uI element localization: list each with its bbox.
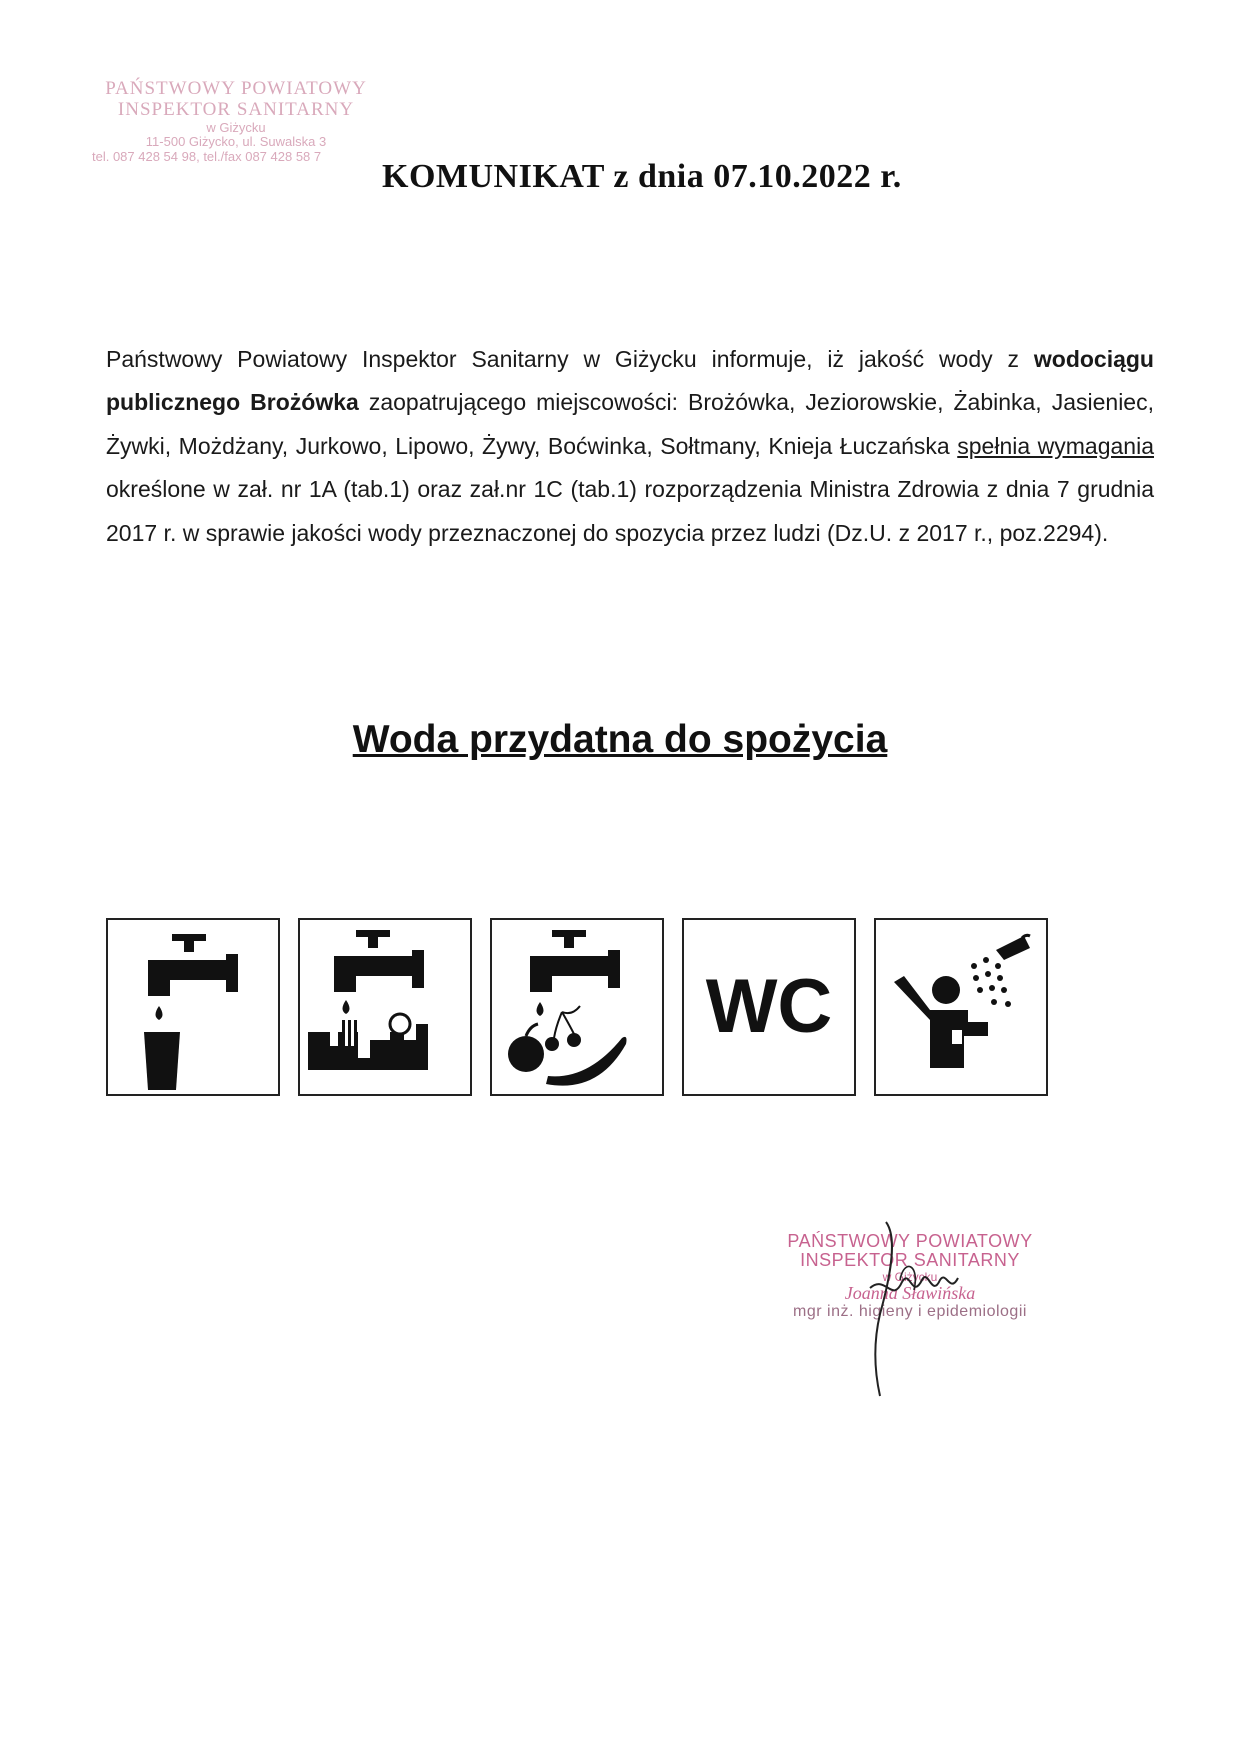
body-text-segment: Państwowy Powiatowy Inspektor Sanitarny w Giżycku informuje, iż jakość wody z [106,346,1034,372]
document-title: KOMUNIKAT z dnia 07.10.2022 r. [382,158,902,195]
stamp-line: w Giżycku [206,119,266,135]
wc-icon [682,918,856,1096]
stamp-signatory-name: Joanna Sławińska [844,1282,976,1303]
stamp-signatory-title: mgr inż. higieny i epidemiologii [793,1303,1027,1321]
tap-drinking-glass-graphic [108,920,278,1094]
shower-person-graphic [876,920,1046,1094]
stamp-line: 11-500 Giżycko, ul. Suwalska 3 [145,134,327,150]
stamp-line: PAŃSTWOWY POWIATOWY [105,78,367,99]
stamp-line: INSPEKTOR SANITARNY [800,1250,1020,1271]
tap-dishwashing-graphic [300,920,470,1094]
tap-washing-fruit-graphic [492,920,662,1094]
tap-drinking-glass-icon [106,918,280,1096]
tap-dishwashing-icon [298,918,472,1096]
handwritten-signature [840,1218,1020,1398]
compliance-phrase: spełnia wymagania [957,432,1154,459]
water-usage-icons [106,918,1056,1098]
water-status-headline: Woda przydatna do spożycia [352,718,888,761]
stamp-line: tel. 087 428 54 98, tel./fax 087 428 58 7 [92,148,322,164]
office-stamp-top [86,78,386,164]
body-text-segment: zaopatrującego miejscowości: Brożówka, Jeziorowskie, Żabinka, Jasieniec, Żywki, Możdżany, Jurkowo, Lipowo, Żywy, Boćwinka, Sołtmany, Knieja Łuczańska [106,389,1154,459]
wc-graphic [684,920,854,1094]
body-text-segment: określone w zał. nr 1A (tab.1) oraz zał.nr 1C (tab.1) rozporządzenia Ministra Zdrowia z dnia 7 grudnia 2017 r. w sprawie jakości wody przeznaczonej do spozycia przez ludzi (Dz.U. z 2017 r., poz.2294). [106,476,1154,546]
stamp-line: INSPEKTOR SANITARNY [117,99,355,121]
stamp-line: w Giżycku [882,1269,938,1284]
water-supply-name: wodociągu publicznego Brożówka [106,346,1154,416]
announcement-body [106,338,1154,555]
shower-person-icon [874,918,1048,1096]
tap-washing-fruit-icon [490,918,664,1096]
stamp-line: PAŃSTWOWY POWIATOWY [787,1231,1033,1251]
wc-label: WC [705,964,833,1049]
